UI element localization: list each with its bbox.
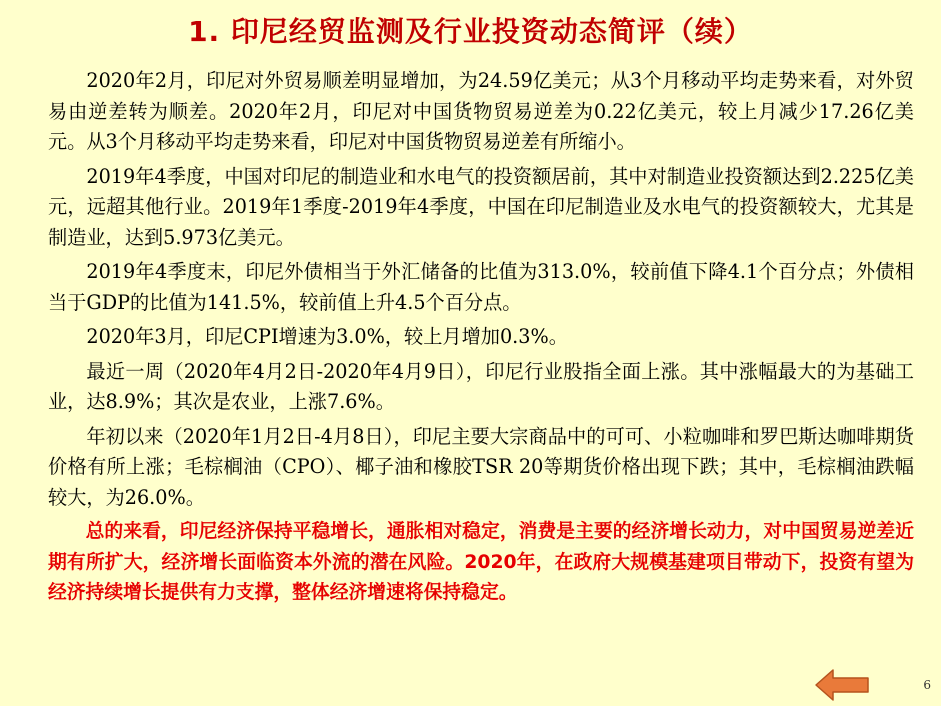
paragraph-china-investment: 2019年4季度，中国对印尼的制造业和水电气的投资额居前，其中对制造业投资额达到2.225亿美元，远超其他行业。2019年1季度-2019年4季度，中国在印尼制造业及水电气的投资额较大，尤其是制造业，达到5.973亿美元。 <box>48 164 914 249</box>
slide-content <box>48 66 914 613</box>
paragraph-cpi: 2020年3月，印尼CPI增速为3.0%，较上月增加0.3%。 <box>86 325 568 348</box>
paragraph-external-debt: 2019年4季度末，印尼外债相当于外汇储备的比值为313.0%，较前值下降4.1个百分点；外债相当于GDP的比值为141.5%，较前值上升4.5个百分点。 <box>48 260 914 314</box>
summary-paragraph: 总的来看，印尼经济保持平稳增长，通胀相对稳定，消费是主要的经济增长动力，对中国贸易逆差近期有所扩大，经济增长面临资本外流的潜在风险。2020年，在政府大规模基建项目带动下，投资有望为经济持续增长提供有力支撑，整体经济增速将保持稳定。 <box>48 521 914 603</box>
paragraph-stock-indices: 最近一周（2020年4月2日-2020年4月9日），印尼行业股指全面上涨。其中涨幅最大的为基础工业，达8.9%；其次是农业，上涨7.6%。 <box>48 359 914 413</box>
left-arrow-icon <box>814 668 870 702</box>
paragraph-trade-balance: 2020年2月，印尼对外贸易顺差明显增加，为24.59亿美元；从3个月移动平均走势来看，对外贸易由逆差转为顺差。2020年2月，印尼对中国货物贸易逆差为0.22亿美元，较上月减少17.26亿美元。从3个月移动平均走势来看，印尼对中国货物贸易逆差有所缩小。 <box>48 69 914 153</box>
slide-title: 1. 印尼经贸监测及行业投资动态简评（续） <box>188 15 753 48</box>
paragraph-commodities: 年初以来（2020年1月2日-4月8日），印尼主要大宗商品中的可可、小粒咖啡和罗巴斯达咖啡期货价格有所上涨；毛棕榈油（CPO）、椰子油和橡胶TSR 20等期货价格出现下跌；其中，毛棕榈油跌幅较大，为26.0%。 <box>48 424 914 509</box>
back-arrow-button[interactable] <box>814 668 870 702</box>
page-number: 6 <box>923 678 931 692</box>
